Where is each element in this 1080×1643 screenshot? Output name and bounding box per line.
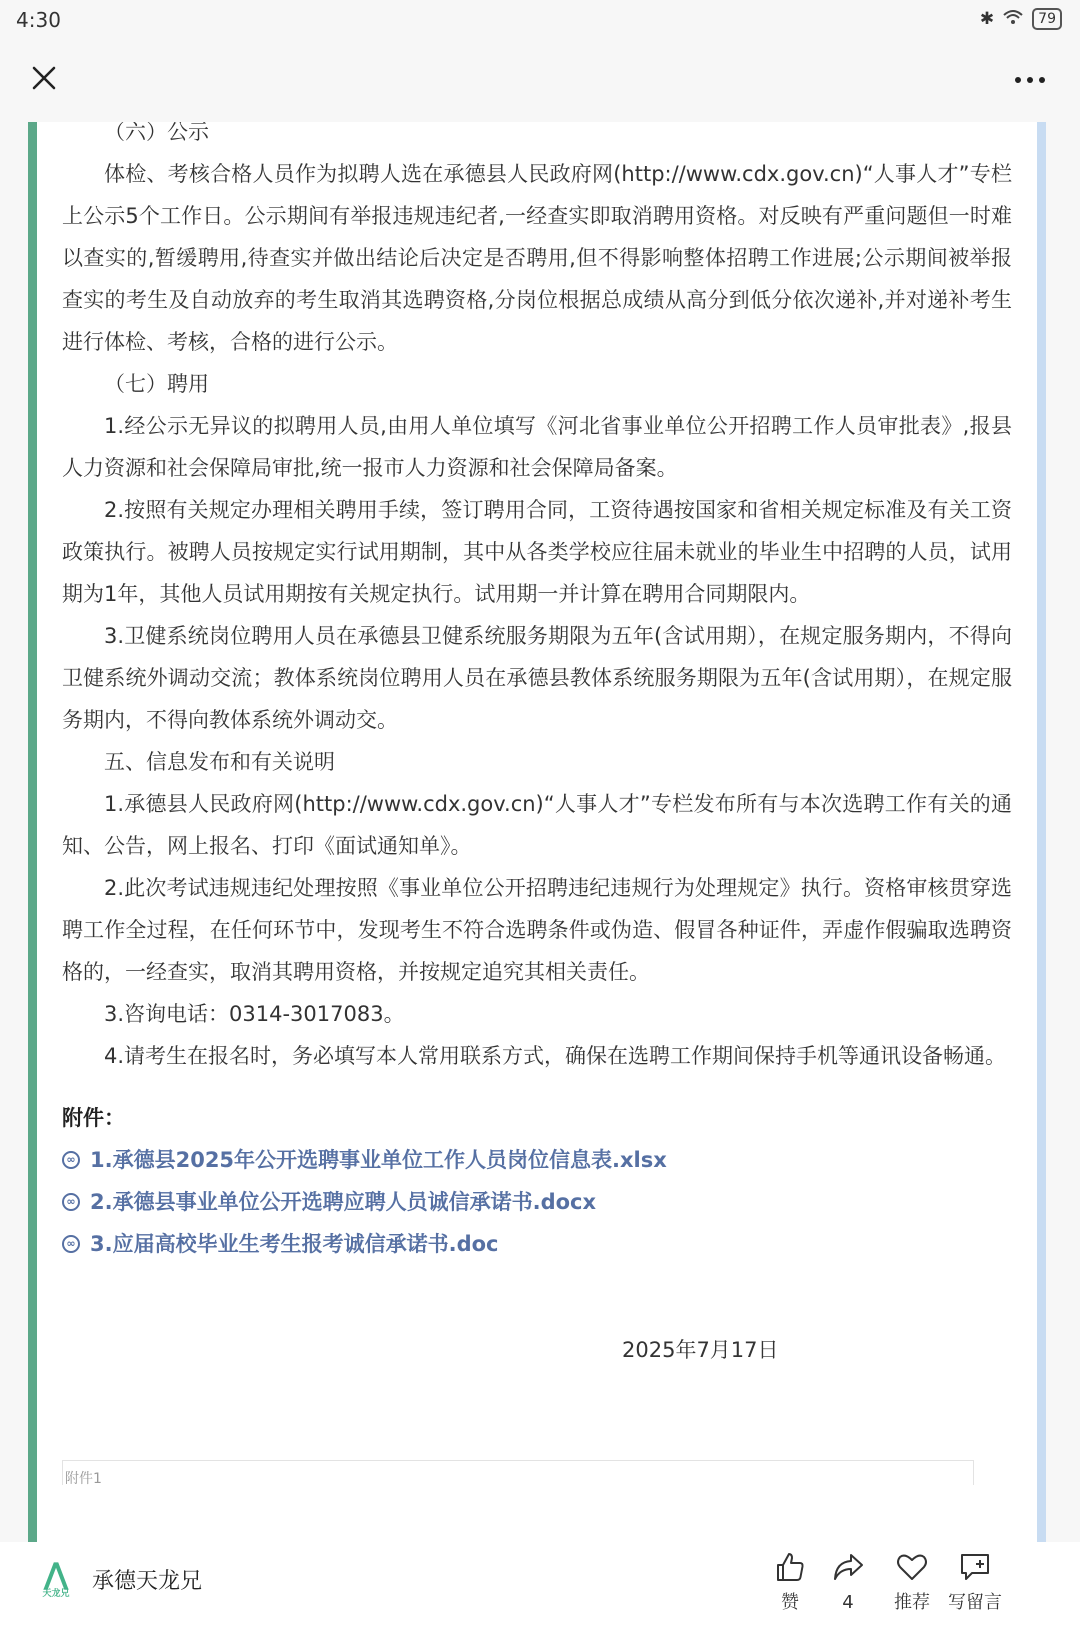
close-button[interactable]	[26, 60, 62, 96]
heart-icon	[895, 1550, 929, 1584]
like-button[interactable]	[770, 1550, 810, 1614]
more-dots-icon	[1014, 76, 1046, 84]
paragraph: 2.此次考试违规违纪处理按照《事业单位公开招聘违纪违规行为处理规定》执行。资格审核贯穿选聘工作全过程，在任何环节中，发现考生不符合选聘条件或伪造、假冒各种证件，弄虚作假骗取选聘资格的，一经查实，取消其聘用资格，并按规定追究其相关责任。	[62, 876, 1012, 984]
recommend-button[interactable]	[890, 1550, 934, 1614]
attachment-link-text: 1.承德县2025年公开选聘事业单位工作人员岗位信息表.xlsx	[90, 1148, 667, 1172]
paragraph: 1.承德县人民政府网(http://www.cdx.gov.cn)“人事人才”专栏发布所有与本次选聘工作有关的通知、公告，网上报名、打印《面试通知单》。	[62, 792, 1012, 858]
top-bar	[0, 44, 1080, 122]
link-icon: ∞	[62, 1151, 80, 1169]
link-icon: ∞	[62, 1235, 80, 1253]
paragraph: 2.按照有关规定办理相关聘用手续，签订聘用合同，工资待遇按国家和省相关规定标准及有关工资政策执行。被聘人员按规定实行试用期制，其中从各类学校应往届未就业的毕业生中招聘的人员，试用期为1年，其他人员试用期按有关规定执行。试用期一并计算在聘用合同期限内。	[62, 498, 1012, 606]
recommend-label: 推荐	[894, 1592, 930, 1613]
attachment-link-1[interactable]	[62, 1139, 1012, 1181]
share-arrow-icon	[831, 1550, 865, 1584]
wifi-icon	[1002, 9, 1024, 30]
battery-icon: 79	[1032, 8, 1062, 30]
like-label: 赞	[781, 1592, 799, 1613]
frame-left-border	[28, 122, 37, 1542]
attachments-heading: 附件：	[62, 1106, 125, 1130]
comment-plus-icon	[958, 1550, 992, 1584]
next-section-label: 附件1	[65, 1471, 102, 1485]
paragraph-phone: 3.咨询电话：0314-3017083。	[104, 1002, 405, 1026]
share-count: 4	[842, 1592, 854, 1613]
account-name[interactable]: 承德天龙兄	[92, 1569, 203, 1594]
link-icon: ∞	[62, 1193, 80, 1211]
attachment-link-text: 2.承德县事业单位公开选聘应聘人员诚信承诺书.docx	[90, 1190, 597, 1214]
paragraph-heading-employment: （七）聘用	[104, 372, 209, 396]
comment-label: 写留言	[948, 1592, 1002, 1613]
write-comment-button[interactable]	[940, 1550, 1010, 1614]
close-icon	[31, 65, 57, 91]
paragraph: 4.请考生在报名时，务必填写本人常用联系方式，确保在选聘工作期间保持手机等通讯设备畅通。	[104, 1044, 1007, 1068]
paragraph: 3.卫健系统岗位聘用人员在承德县卫健系统服务期限为五年(含试用期），在规定服务期内，不得向卫健系统外调动交流；教体系统岗位聘用人员在承德县教体系统服务期限为五年(含试用期），在规定服务期内，不得向教体系统外调动交。	[62, 624, 1012, 732]
bottom-bar	[0, 1542, 1080, 1643]
frame-right-border	[1037, 122, 1046, 1542]
paragraph: 1.经公示无异议的拟聘用人员,由用人单位填写《河北省事业单位公开招聘工作人员审批表》,报县人力资源和社会保障局审批,统一报市人力资源和社会保障局备案。	[62, 414, 1012, 480]
status-bar	[0, 0, 1080, 44]
next-section-box	[62, 1460, 974, 1485]
article-frame	[28, 122, 1046, 1542]
thumbs-up-icon	[773, 1550, 807, 1584]
article-body	[62, 122, 1012, 1371]
paragraph-heading-info: 五、信息发布和有关说明	[104, 750, 335, 774]
more-options-button[interactable]	[1008, 62, 1052, 98]
status-time: 4:30	[16, 8, 61, 32]
attachment-link-text: 3.应届高校毕业生考生报考诚信承诺书.doc	[90, 1232, 499, 1256]
paragraph-heading-publicity: （六）公示	[104, 122, 209, 144]
publish-date: 2025年7月17日	[622, 1338, 779, 1362]
paragraph: 体检、考核合格人员作为拟聘人选在承德县人民政府网(http://www.cdx.gov.cn)“人事人才”专栏上公示5个工作日。公示期间有举报违规违纪者,一经查实即取消聘用资格。对反映有严重问题但一时难以查实的,暂缓聘用,待查实并做出结论后决定是否聘用,但不得影响整体招聘工作进展;公示期间被举报查实的考生及自动放弃的考生取消其选聘资格,分岗位根据总成绩从高分到低分依次递补,并对递补考生进行体检、考核，合格的进行公示。	[62, 162, 1012, 354]
logo-a-icon: ⋀	[43, 1557, 69, 1592]
attachment-link-3[interactable]	[62, 1223, 1012, 1265]
bluetooth-icon: ✱	[979, 9, 995, 29]
account-logo[interactable]	[36, 1557, 76, 1606]
status-icons	[980, 8, 1062, 30]
share-button[interactable]	[826, 1550, 870, 1614]
attachment-link-2[interactable]	[62, 1181, 1012, 1223]
logo-text: 天龙兄	[42, 1589, 70, 1599]
